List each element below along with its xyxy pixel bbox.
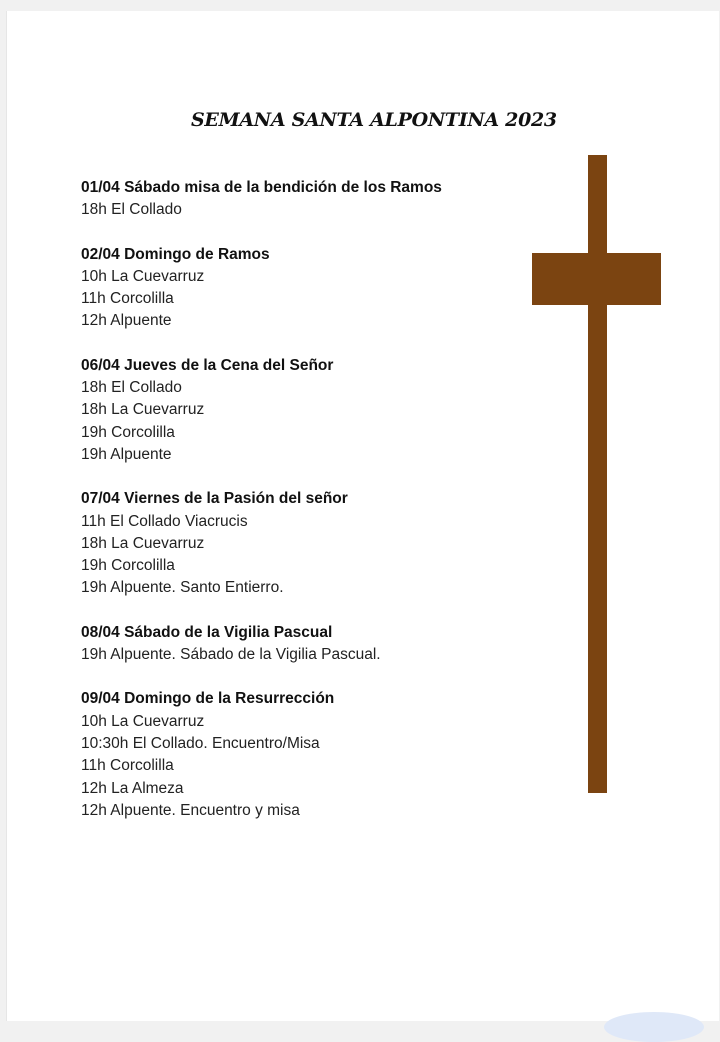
event-item: 19h Corcolilla	[81, 557, 175, 575]
day-block	[81, 488, 531, 599]
event-item: 19h Alpuente	[81, 445, 172, 463]
day-header: 01/04 Sábado misa de la bendición de los Ramos	[81, 179, 442, 196]
event-item: 19h Corcolilla	[81, 423, 175, 441]
cross-icon-crossbar	[532, 253, 661, 305]
day-block	[81, 355, 531, 466]
event-item: 10h La Cuevarruz	[81, 267, 205, 285]
cross-icon	[588, 155, 607, 793]
day-header: 02/04 Domingo de Ramos	[81, 245, 270, 263]
event-item: 18h El Collado	[81, 201, 182, 219]
event-item: 10h La Cuevarruz	[81, 712, 205, 730]
day-header: 08/04 Sábado de la Vigilia Pascual	[81, 623, 333, 641]
page-title: SEMANA SANTA ALPONTINA 2023	[191, 109, 557, 131]
event-item: 18h El Collado	[81, 379, 182, 397]
event-item: 18h La Cuevarruz	[81, 401, 205, 419]
schedule-list	[81, 177, 531, 844]
day-header: 06/04 Jueves de la Cena del Señor	[81, 356, 334, 374]
document-page	[6, 11, 719, 1021]
event-item: 11h Corcolilla	[81, 757, 174, 775]
event-item: 12h Alpuente. Encuentro y misa	[81, 801, 300, 819]
event-item: 19h Alpuente. Santo Entierro.	[81, 579, 284, 597]
event-item: 11h Corcolilla	[81, 290, 174, 308]
event-item: 10:30h El Collado. Encuentro/Misa	[81, 734, 320, 752]
scroll-indicator	[604, 1012, 704, 1042]
event-item: 12h La Almeza	[81, 779, 184, 797]
day-block	[81, 244, 531, 333]
day-header: 09/04 Domingo de la Resurrección	[81, 690, 335, 708]
event-item: 12h Alpuente	[81, 312, 172, 330]
event-item: 18h La Cuevarruz	[81, 534, 205, 552]
day-block	[81, 177, 531, 222]
day-header: 07/04 Viernes de la Pasión del señor	[81, 490, 348, 508]
event-item: 11h El Collado Viacrucis	[81, 512, 248, 530]
day-block	[81, 622, 531, 667]
day-block	[81, 688, 531, 822]
event-item: 19h Alpuente. Sábado de la Vigilia Pascual.	[81, 646, 381, 664]
